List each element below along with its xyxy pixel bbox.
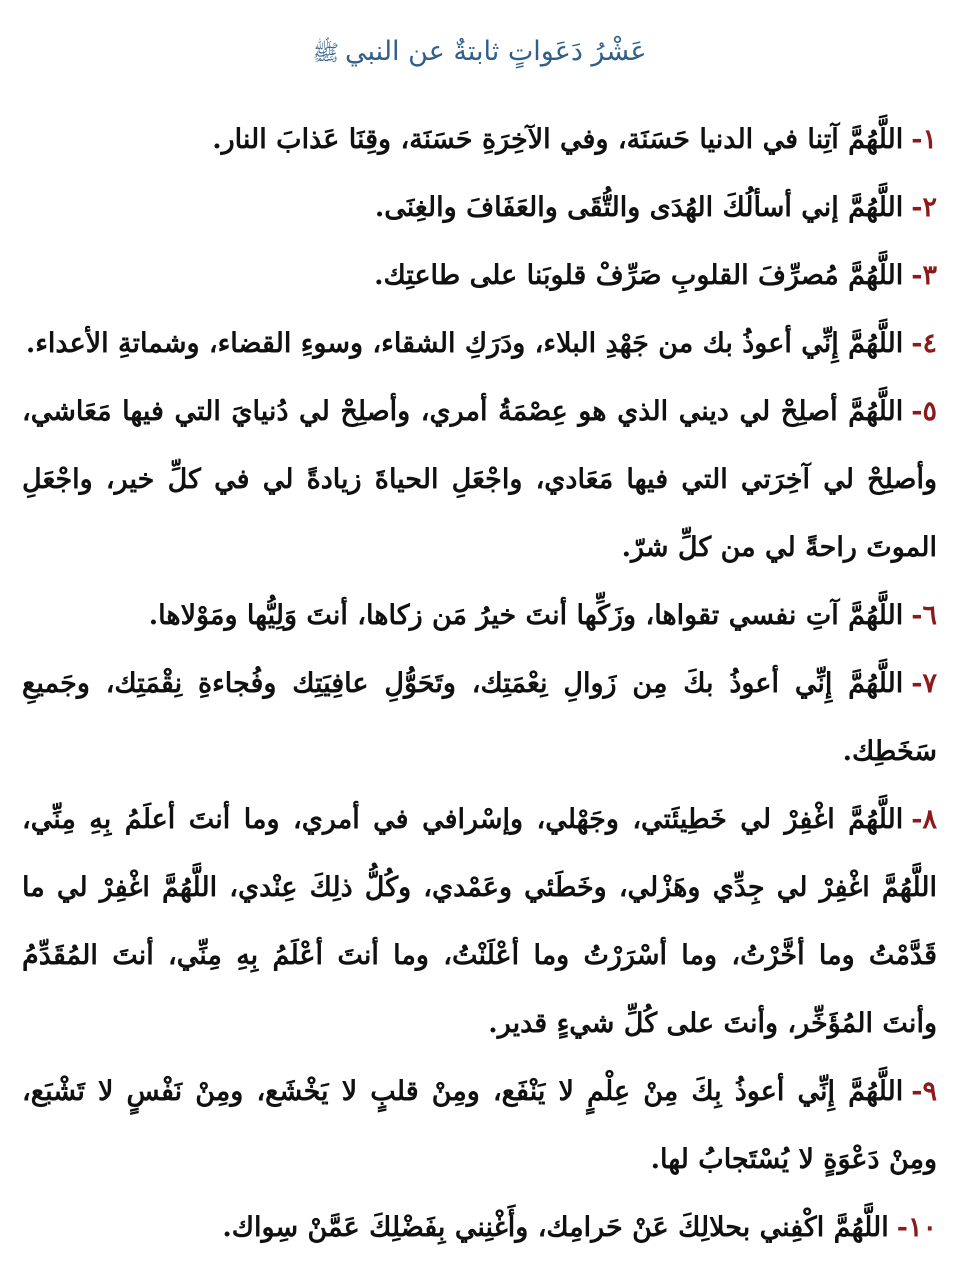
salawat-glyph: ﷺ [312, 41, 340, 66]
dua-text: اللَّهُمَّ إِنِّي أعوذُ بك من جَهْدِ البلاء، ودَرَكِ الشقاء، وسوءِ القضاء، وشماتةِ الأعداء. [25, 328, 904, 359]
dua-list [22, 106, 937, 1262]
page-title [22, 30, 937, 76]
dua-number: ٣- [911, 260, 937, 291]
dua-number: ٢- [911, 192, 937, 223]
dua-text: اللَّهُمَّ اغْفِرْ لي خَطِيئَتي، وجَهْلي، وإسْرافي في أمري، وما أنتَ أعلَمُ بِهِ مِنِّي، اللَّهُمَّ اغْفِرْ لي جِدِّي وهَزْلي، وخَطَئي وعَمْدي، وكُلُّ ذلِكَ عِنْدي، اللَّهُمَّ اغْفِرْ لي ما قَدَّمْتُ وما أخَّرْتُ، وما أسْرَرْتُ وما أعْلَنْتُ، وما أنتَ أعْلَمُ بِهِ مِنِّي، أنتَ المُقَدِّمُ وأنتَ المُؤَخِّر، وأنتَ على كُلِّ شيءٍ قدير. [22, 804, 937, 1039]
dua-number: ١٠- [896, 1212, 937, 1243]
dua-item-9 [22, 1058, 937, 1194]
dua-text: اللَّهُمَّ إِنِّي أعوذُ بكَ مِن زَوالِ نِعْمَتِك، وتَحَوُّلِ عافِيَتِك وفُجاءةِ نِقْمَتِك، وجَميعِ سَخَطِك. [22, 668, 937, 767]
dua-text: اللَّهُمَّ إني أسألُكَ الهُدَى والتُّقَى والعَفَافَ والغِنَى. [374, 192, 904, 223]
dua-number: ٥- [911, 396, 937, 427]
dua-text: اللَّهُمَّ مُصرِّفَ القلوبِ صَرِّفْ قلوبَنا على طاعتِك. [374, 260, 904, 291]
dua-item-8 [22, 786, 937, 1058]
dua-item-2 [22, 174, 937, 242]
dua-text: اللَّهُمَّ آتِنا في الدنيا حَسَنَة، وفي الآخِرَةِ حَسَنَة، وقِنَا عَذابَ النار. [212, 124, 904, 155]
dua-number: ٨- [911, 804, 937, 835]
dua-text: اللَّهُمَّ إِنِّي أعوذُ بِكَ مِنْ عِلْمٍ لا يَنْفَع، ومِنْ قلبٍ لا يَخْشَع، ومِنْ نَفْسٍ لا تَشْبَع، ومِنْ دَعْوَةٍ لا يُسْتَجابُ لها. [22, 1076, 937, 1175]
dua-number: ١- [911, 124, 937, 155]
dua-item-5 [22, 378, 937, 582]
dua-text: اللَّهُمَّ أصلِحْ لي ديني الذي هو عِصْمَةُ أمري، وأصلِحْ لي دُنيايَ التي فيها مَعَاشي، وأصلِحْ لي آخِرَتي التي فيها مَعَادي، واجْعَلِ الحياةَ زيادةً لي في كلِّ خير، واجْعَلِ الموتَ راحةً لي من كلِّ شرّ. [22, 396, 937, 563]
dua-item-1 [22, 106, 937, 174]
dua-number: ٩- [911, 1076, 937, 1107]
title-text: عَشْرُ دَعَواتٍ ثابتةٌ عن النبي [345, 36, 647, 67]
dua-item-4 [22, 310, 937, 378]
dua-text: اللَّهُمَّ اكْفِني بحلالِكَ عَنْ حَرامِك، وأَغْنِني بِفَضْلِكَ عَمَّنْ سِواك. [222, 1212, 889, 1243]
dua-text: اللَّهُمَّ آتِ نفسي تقواها، وزَكِّها أنتَ خيرُ مَن زكاها، أنتَ وَلِيُّها ومَوْلاها. [148, 600, 904, 631]
dua-item-3 [22, 242, 937, 310]
dua-number: ٦- [911, 600, 937, 631]
dua-number: ٤- [911, 328, 937, 359]
dua-item-10 [22, 1194, 937, 1262]
dua-item-7 [22, 650, 937, 786]
dua-number: ٧- [911, 668, 937, 699]
dua-item-6 [22, 582, 937, 650]
